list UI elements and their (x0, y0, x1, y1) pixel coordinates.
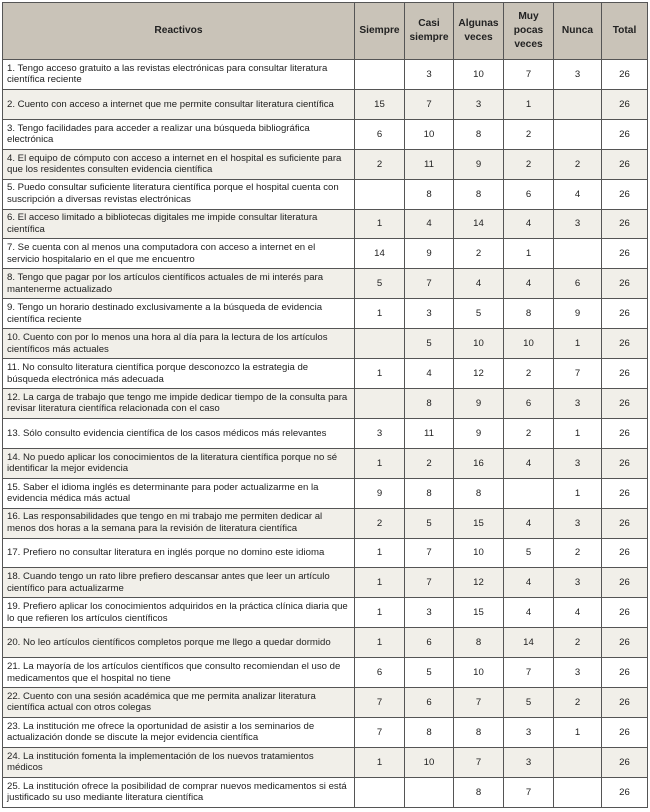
item-statement: 7. Se cuenta con al menos una computadora con acceso a internet en el servicio hospitalario en el que me encuentro (3, 239, 355, 269)
cell-muy-pocas-veces: 10 (504, 329, 554, 359)
cell-siempre (355, 179, 405, 209)
cell-siempre: 9 (355, 478, 405, 508)
cell-casi-siempre: 7 (405, 568, 454, 598)
cell-algunas-veces: 5 (454, 299, 504, 329)
cell-nunca: 7 (554, 359, 602, 389)
cell-algunas-veces: 8 (454, 179, 504, 209)
cell-siempre: 1 (355, 299, 405, 329)
cell-nunca (554, 777, 602, 807)
item-statement: 23. La institución me ofrece la oportunidad de asistir a los seminarios de actualización donde se discute la mejor evidencia científica (3, 717, 355, 747)
item-statement: 15. Saber el idioma inglés es determinante para poder actualizarme en la evidencia médica más actual (3, 478, 355, 508)
table-row (3, 329, 648, 359)
cell-siempre: 1 (355, 628, 405, 658)
cell-total: 26 (602, 388, 648, 418)
item-statement: 8. Tengo que pagar por los artículos científicos actuales de mi interés para mantenerme actualizado (3, 269, 355, 299)
table-row (3, 269, 648, 299)
cell-muy-pocas-veces: 2 (504, 359, 554, 389)
table-row (3, 568, 648, 598)
cell-casi-siempre: 9 (405, 239, 454, 269)
cell-nunca: 2 (554, 688, 602, 718)
cell-siempre: 1 (355, 538, 405, 568)
col-header-casi-siempre: Casi siempre (405, 3, 454, 60)
table-row (3, 598, 648, 628)
item-statement: 1. Tengo acceso gratuito a las revistas electrónicas para consultar literatura científica reciente (3, 60, 355, 90)
cell-algunas-veces: 10 (454, 658, 504, 688)
cell-nunca: 4 (554, 598, 602, 628)
cell-total: 26 (602, 688, 648, 718)
cell-algunas-veces: 15 (454, 598, 504, 628)
cell-algunas-veces: 8 (454, 628, 504, 658)
item-statement: 2. Cuento con acceso a internet que me permite consultar literatura científica (3, 89, 355, 119)
cell-casi-siempre: 10 (405, 747, 454, 777)
item-statement: 9. Tengo un horario destinado exclusivamente a la búsqueda de evidencia científica reciente (3, 299, 355, 329)
cell-algunas-veces: 8 (454, 777, 504, 807)
table-row (3, 717, 648, 747)
col-header-reactivos: Reactivos (3, 3, 355, 60)
table-row (3, 478, 648, 508)
cell-siempre: 14 (355, 239, 405, 269)
table-row (3, 658, 648, 688)
table-row (3, 688, 648, 718)
table-row (3, 359, 648, 389)
cell-muy-pocas-veces: 2 (504, 119, 554, 149)
table-row (3, 239, 648, 269)
item-statement: 3. Tengo facilidades para acceder a realizar una búsqueda bibliográfica electrónica (3, 119, 355, 149)
cell-muy-pocas-veces: 6 (504, 388, 554, 418)
item-statement: 20. No leo artículos científicos completos porque me llego a quedar dormido (3, 628, 355, 658)
cell-muy-pocas-veces: 14 (504, 628, 554, 658)
cell-muy-pocas-veces: 4 (504, 508, 554, 538)
cell-total: 26 (602, 568, 648, 598)
cell-muy-pocas-veces (504, 478, 554, 508)
header-row (3, 3, 648, 60)
cell-muy-pocas-veces: 2 (504, 418, 554, 448)
cell-muy-pocas-veces: 5 (504, 688, 554, 718)
cell-muy-pocas-veces: 4 (504, 448, 554, 478)
cell-casi-siempre: 7 (405, 538, 454, 568)
cell-total: 26 (602, 508, 648, 538)
item-statement: 22. Cuento con una sesión académica que me permita analizar literatura científica actual con otros colegas (3, 688, 355, 718)
cell-casi-siempre: 11 (405, 418, 454, 448)
cell-nunca: 2 (554, 149, 602, 179)
cell-nunca: 3 (554, 508, 602, 538)
cell-total: 26 (602, 658, 648, 688)
cell-casi-siempre: 11 (405, 149, 454, 179)
cell-siempre: 1 (355, 359, 405, 389)
table-row (3, 149, 648, 179)
cell-total: 26 (602, 269, 648, 299)
item-statement: 24. La institución fomenta la implementación de los nuevos tratamientos médicos (3, 747, 355, 777)
cell-siempre (355, 60, 405, 90)
item-statement: 5. Puedo consultar suficiente literatura científica porque el hospital cuenta con suscripción a diversas revistas electrónicas (3, 179, 355, 209)
cell-total: 26 (602, 329, 648, 359)
cell-muy-pocas-veces: 8 (504, 299, 554, 329)
cell-casi-siempre: 5 (405, 329, 454, 359)
cell-total: 26 (602, 747, 648, 777)
cell-total: 26 (602, 60, 648, 90)
item-statement: 18. Cuando tengo un rato libre prefiero descansar antes que leer un artículo científico para actualizarme (3, 568, 355, 598)
cell-siempre (355, 388, 405, 418)
cell-nunca: 3 (554, 388, 602, 418)
table-row (3, 299, 648, 329)
cell-algunas-veces: 15 (454, 508, 504, 538)
cell-nunca (554, 239, 602, 269)
cell-total: 26 (602, 598, 648, 628)
survey-body (3, 60, 648, 808)
cell-algunas-veces: 7 (454, 747, 504, 777)
cell-muy-pocas-veces: 7 (504, 777, 554, 807)
cell-siempre: 6 (355, 658, 405, 688)
table-row (3, 747, 648, 777)
col-header-nunca: Nunca (554, 3, 602, 60)
cell-muy-pocas-veces: 1 (504, 89, 554, 119)
cell-algunas-veces: 10 (454, 538, 504, 568)
cell-algunas-veces: 7 (454, 688, 504, 718)
item-statement: 21. La mayoría de los artículos científicos que consulto recomiendan el uso de medicamentos que el hospital no tiene (3, 658, 355, 688)
cell-casi-siempre: 8 (405, 717, 454, 747)
item-statement: 17. Prefiero no consultar literatura en inglés porque no domino este idioma (3, 538, 355, 568)
cell-siempre: 1 (355, 568, 405, 598)
cell-total: 26 (602, 717, 648, 747)
cell-nunca: 3 (554, 658, 602, 688)
cell-nunca: 1 (554, 478, 602, 508)
cell-siempre: 5 (355, 269, 405, 299)
cell-nunca: 1 (554, 329, 602, 359)
cell-nunca: 3 (554, 60, 602, 90)
cell-muy-pocas-veces: 7 (504, 60, 554, 90)
cell-nunca: 6 (554, 269, 602, 299)
cell-siempre: 6 (355, 119, 405, 149)
cell-muy-pocas-veces: 6 (504, 179, 554, 209)
cell-siempre (355, 329, 405, 359)
cell-casi-siempre: 8 (405, 478, 454, 508)
cell-casi-siempre: 3 (405, 598, 454, 628)
cell-casi-siempre: 7 (405, 269, 454, 299)
cell-casi-siempre: 6 (405, 688, 454, 718)
cell-algunas-veces: 8 (454, 717, 504, 747)
cell-muy-pocas-veces: 4 (504, 209, 554, 239)
cell-casi-siempre: 5 (405, 658, 454, 688)
cell-nunca: 2 (554, 538, 602, 568)
table-row (3, 89, 648, 119)
item-statement: 6. El acceso limitado a bibliotecas digitales me impide consultar literatura científica (3, 209, 355, 239)
cell-nunca: 3 (554, 568, 602, 598)
cell-total: 26 (602, 209, 648, 239)
cell-casi-siempre: 3 (405, 299, 454, 329)
cell-muy-pocas-veces: 5 (504, 538, 554, 568)
table-row (3, 418, 648, 448)
cell-nunca: 1 (554, 717, 602, 747)
cell-casi-siempre: 6 (405, 628, 454, 658)
cell-algunas-veces: 9 (454, 149, 504, 179)
cell-nunca: 3 (554, 448, 602, 478)
cell-total: 26 (602, 299, 648, 329)
cell-nunca (554, 89, 602, 119)
cell-algunas-veces: 14 (454, 209, 504, 239)
cell-algunas-veces: 12 (454, 359, 504, 389)
item-statement: 16. Las responsabilidades que tengo en mi trabajo me permiten dedicar al menos dos horas a la semana para la revisión de literatura científica (3, 508, 355, 538)
cell-algunas-veces: 8 (454, 478, 504, 508)
cell-total: 26 (602, 89, 648, 119)
cell-algunas-veces: 2 (454, 239, 504, 269)
cell-algunas-veces: 8 (454, 119, 504, 149)
cell-total: 26 (602, 777, 648, 807)
cell-algunas-veces: 16 (454, 448, 504, 478)
cell-nunca: 9 (554, 299, 602, 329)
survey-table (2, 2, 648, 808)
cell-siempre: 1 (355, 209, 405, 239)
table-row (3, 628, 648, 658)
item-statement: 13. Sólo consulto evidencia científica de los casos médicos más relevantes (3, 418, 355, 448)
cell-total: 26 (602, 179, 648, 209)
cell-total: 26 (602, 239, 648, 269)
cell-nunca (554, 119, 602, 149)
table-row (3, 179, 648, 209)
table-row (3, 388, 648, 418)
col-header-muy-pocas-veces: Muy pocas veces (504, 3, 554, 60)
table-row (3, 538, 648, 568)
cell-casi-siempre: 7 (405, 89, 454, 119)
cell-siempre (355, 777, 405, 807)
cell-total: 26 (602, 149, 648, 179)
cell-siempre: 1 (355, 448, 405, 478)
cell-casi-siempre (405, 777, 454, 807)
cell-algunas-veces: 10 (454, 60, 504, 90)
cell-nunca: 1 (554, 418, 602, 448)
cell-casi-siempre: 4 (405, 209, 454, 239)
cell-muy-pocas-veces: 4 (504, 568, 554, 598)
cell-muy-pocas-veces: 3 (504, 717, 554, 747)
table-row (3, 777, 648, 807)
cell-siempre: 1 (355, 598, 405, 628)
cell-algunas-veces: 3 (454, 89, 504, 119)
cell-siempre: 15 (355, 89, 405, 119)
item-statement: 25. La institución ofrece la posibilidad de comprar nuevos medicamentos si está justificado su uso mediante literatura científica (3, 777, 355, 807)
cell-muy-pocas-veces: 2 (504, 149, 554, 179)
cell-nunca (554, 747, 602, 777)
table-row (3, 508, 648, 538)
cell-total: 26 (602, 359, 648, 389)
cell-casi-siempre: 3 (405, 60, 454, 90)
cell-algunas-veces: 9 (454, 388, 504, 418)
item-statement: 10. Cuento con por lo menos una hora al día para la lectura de los artículos científicos más actuales (3, 329, 355, 359)
item-statement: 12. La carga de trabajo que tengo me impide dedicar tiempo de la consulta para revisar literatura científica relacionada con el caso (3, 388, 355, 418)
cell-total: 26 (602, 418, 648, 448)
cell-total: 26 (602, 478, 648, 508)
cell-nunca: 2 (554, 628, 602, 658)
cell-nunca: 3 (554, 209, 602, 239)
table-row (3, 209, 648, 239)
cell-siempre: 7 (355, 717, 405, 747)
cell-algunas-veces: 10 (454, 329, 504, 359)
cell-total: 26 (602, 448, 648, 478)
cell-algunas-veces: 12 (454, 568, 504, 598)
item-statement: 19. Prefiero aplicar los conocimientos adquiridos en la práctica clínica diaria que lo que refieren los artículos científicos (3, 598, 355, 628)
cell-nunca: 4 (554, 179, 602, 209)
cell-siempre: 3 (355, 418, 405, 448)
cell-algunas-veces: 9 (454, 418, 504, 448)
col-header-siempre: Siempre (355, 3, 405, 60)
cell-casi-siempre: 4 (405, 359, 454, 389)
cell-siempre: 2 (355, 508, 405, 538)
cell-muy-pocas-veces: 4 (504, 598, 554, 628)
cell-casi-siempre: 2 (405, 448, 454, 478)
table-row (3, 119, 648, 149)
cell-total: 26 (602, 628, 648, 658)
col-header-total: Total (602, 3, 648, 60)
table-row (3, 448, 648, 478)
cell-total: 26 (602, 538, 648, 568)
cell-total: 26 (602, 119, 648, 149)
item-statement: 11. No consulto literatura científica porque desconozco la estrategia de búsqueda electrónica más adecuada (3, 359, 355, 389)
cell-muy-pocas-veces: 3 (504, 747, 554, 777)
cell-muy-pocas-veces: 1 (504, 239, 554, 269)
item-statement: 14. No puedo aplicar los conocimientos de la literatura científica porque no sé identificar la mejor evidencia (3, 448, 355, 478)
cell-muy-pocas-veces: 7 (504, 658, 554, 688)
cell-casi-siempre: 8 (405, 179, 454, 209)
cell-algunas-veces: 4 (454, 269, 504, 299)
table-row (3, 60, 648, 90)
cell-siempre: 1 (355, 747, 405, 777)
cell-casi-siempre: 5 (405, 508, 454, 538)
cell-siempre: 7 (355, 688, 405, 718)
item-statement: 4. El equipo de cómputo con acceso a internet en el hospital es suficiente para que los residentes consulten evidencia científica (3, 149, 355, 179)
cell-casi-siempre: 8 (405, 388, 454, 418)
cell-muy-pocas-veces: 4 (504, 269, 554, 299)
cell-siempre: 2 (355, 149, 405, 179)
col-header-algunas-veces: Algunas veces (454, 3, 504, 60)
cell-casi-siempre: 10 (405, 119, 454, 149)
